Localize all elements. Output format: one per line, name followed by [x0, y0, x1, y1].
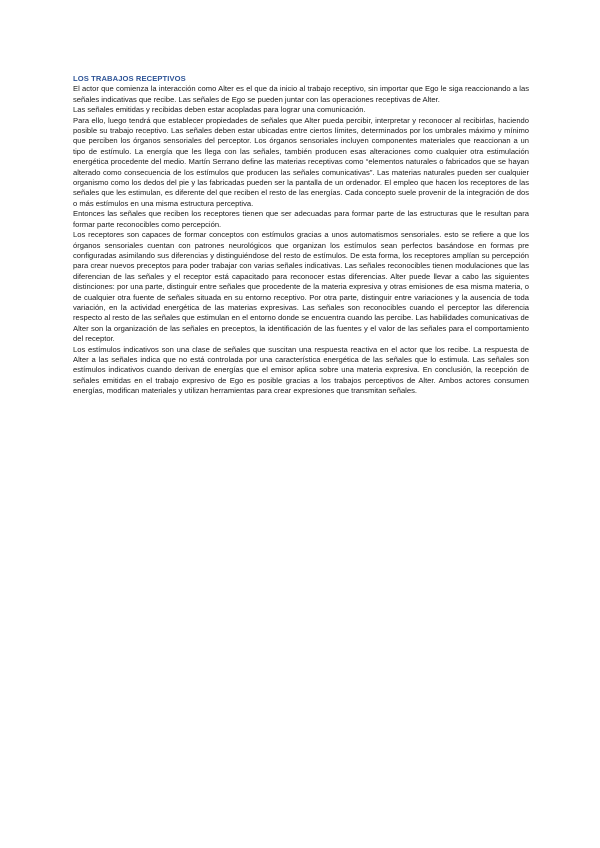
document-title: LOS TRABAJOS RECEPTIVOS: [73, 74, 186, 83]
paragraph-5: Los receptores son capaces de formar conceptos con estímulos gracias a unos automatismos sensoriales. esto se refiere a que los órganos sensoriales cuentan con patrones neurológicos que organizan los estímulos sean perfectos basándose en formas pre configuradas asimilando sus diferencias y distinguiéndose del resto de estímulos. De esta forma, los receptores amplían su percepción para crear nuevos preceptos para poder trabajar con varias señales indicativas. Las señales reconocibles tienen modulaciones que las diferencian de las señales y el receptor está capacitado para reconocer estas diferencias. Alter puede llevar a cabo las siguientes distinciones: por una parte, distinguir entre señales que procedente de la materia expresiva y otras emisiones de esa misma materia, o de cualquier otra fuente de señales situada en su entorno receptivo. Por otra parte, distinguir entre variaciones y la ausencia de toda variación, en la actividad energética de las materias expresivas. Las señales son reconocibles cuando el perceptor las diferencia respecto al resto de las señales que estimulan en el entorno donde se encuentra cuando las percibe. Las habilidades comunicativas de Alter son la organización de las señales en preceptos, la identificación de las fuentes y el valor de las señales para el comportamiento del receptor.: [73, 230, 529, 344]
document-page: [73, 74, 529, 397]
paragraph-4: Entonces las señales que reciben los receptores tienen que ser adecuadas para formar parte de las estructuras que le resultan para formar parte reconocibles como percepción.: [73, 209, 529, 229]
paragraph-1: El actor que comienza la interacción como Alter es el que da inicio al trabajo receptivo, sin importar que Ego le siga reaccionando a las señales indicativas que recibe. Las señales de Ego se pueden juntar con las operaciones receptivas de Alter.: [73, 84, 529, 104]
paragraph-3: Para ello, luego tendrá que establecer propiedades de señales que Alter pueda percibir, interpretar y reconocer al recibirlas, haciendo posible su trabajo receptivo. Las señales deben estar ubicadas entre ciertos límites, determinados por los umbrales máximo y mínimo que perciben los órganos sensoriales del perceptor. Los órganos sensoriales incluyen componentes materiales que reaccionan a un tipo de estímulo. La energía que les llega con las señales, también producen esas alteraciones como cualquier otra estimulación energética procedente del medio. Martín Serrano define las materias receptivas como “elementos naturales o fabricados que se hayan alterado como consecuencia de los estímulos que producen las señales comunicativas”. Las materias naturales pueden ser cualquier organismo como los dedos del pie y las fabricadas pueden ser la pantalla de un ordenador. El empleo que hacen los receptores de las señales que les estimulan, es diferente del que reciben el resto de las energías. Cada concepto suele provenir de la integración de dos o más estímulos en una misma estructura perceptiva.: [73, 115, 529, 208]
paragraph-2: Las señales emitidas y recibidas deben estar acopladas para lograr una comunicación.: [73, 105, 366, 115]
paragraph-6: Los estímulos indicativos son una clase de señales que suscitan una respuesta reactiva en el actor que los recibe. La respuesta de Alter a las señales indica que no está controlada por una característica energética de las señales que lo estimula. Las señales son estímulos indicativos cuando derivan de energías que el emisor aplica sobre una materia expresiva. En conclusión, la recepción de señales emitidas en el trabajo expresivo de Ego es posible gracias a los trabajos perceptivos de Alter. Ambos actores consumen energías, modifican materiales y utilizan herramientas para crear expresiones que transmitan señales.: [73, 344, 529, 396]
